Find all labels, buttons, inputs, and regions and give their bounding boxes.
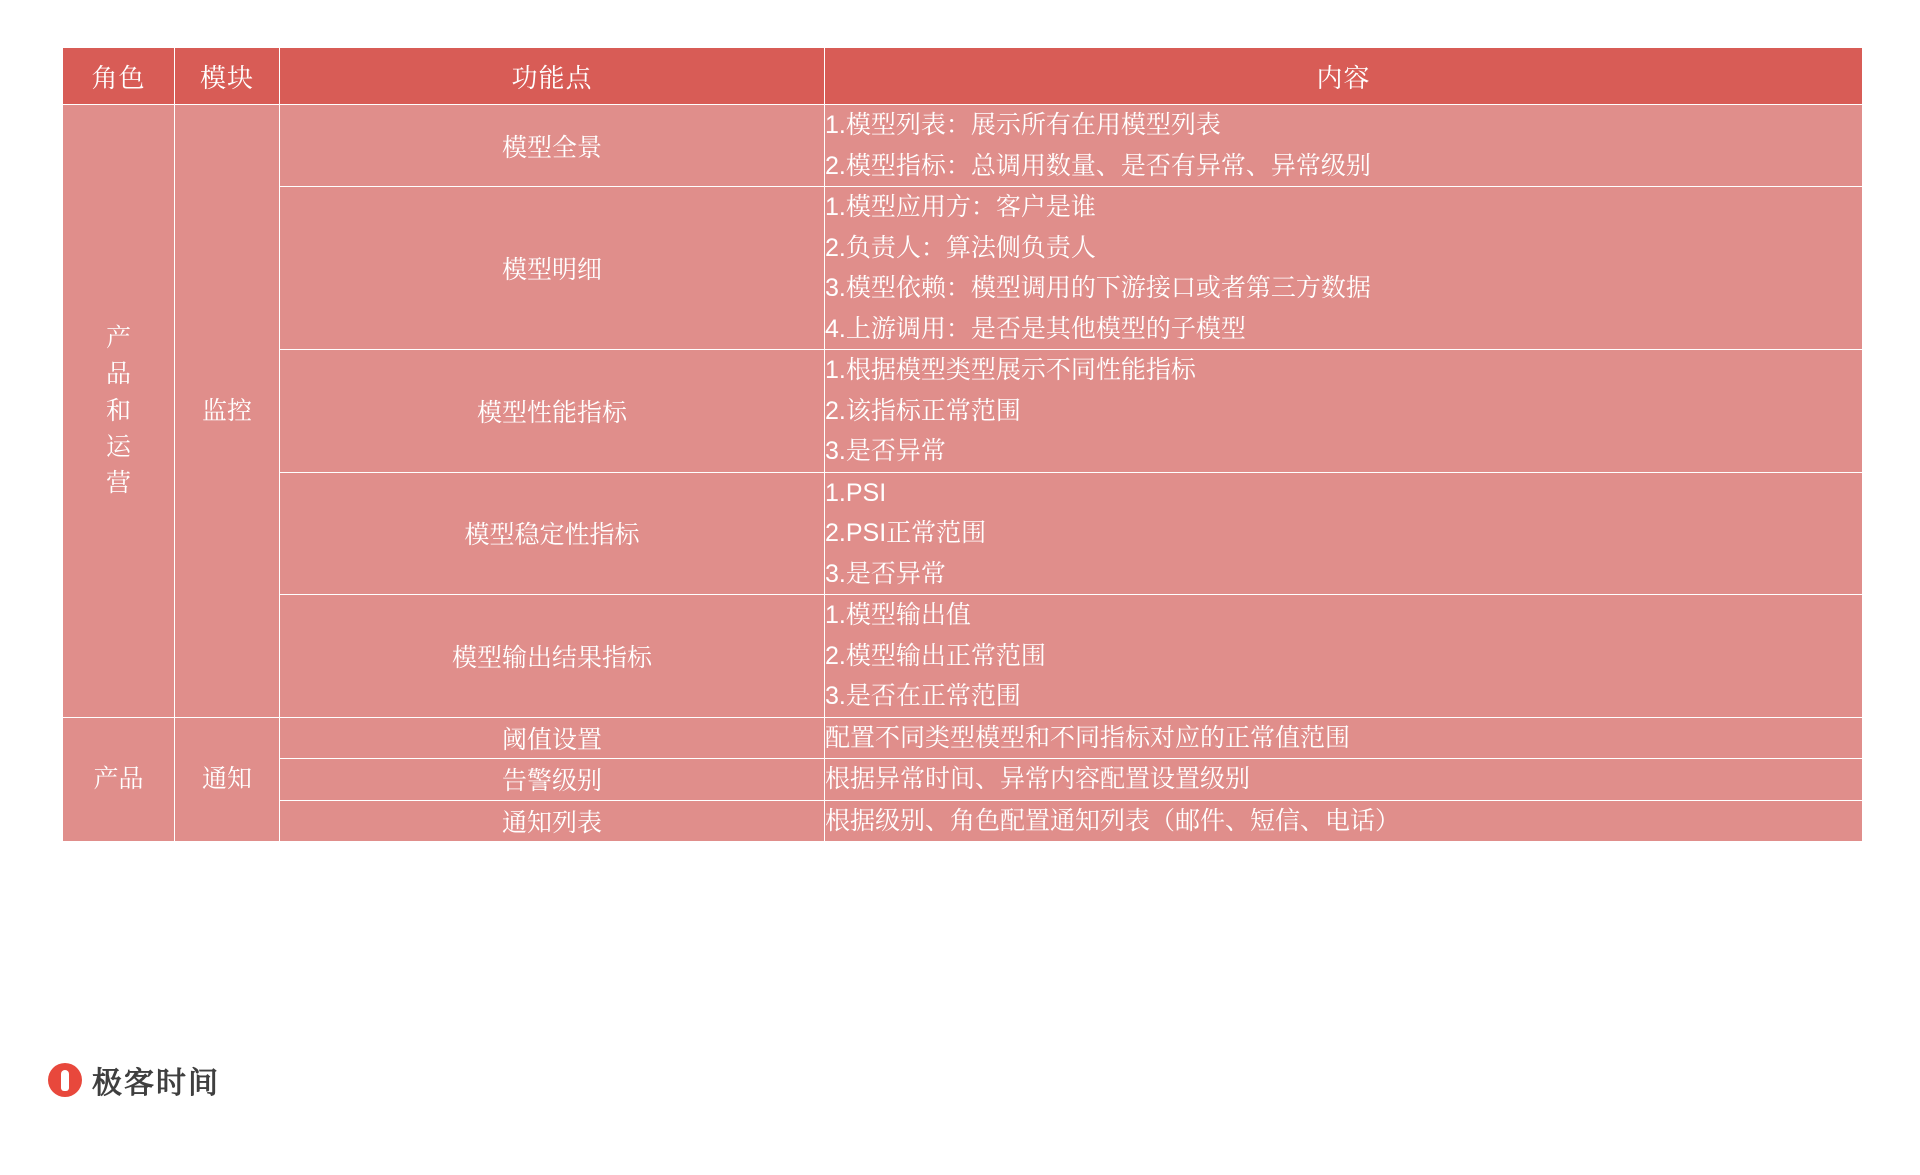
role-line: 产 [105, 324, 131, 353]
content-line: 2.模型输出正常范围 [825, 641, 1046, 670]
column-header-feature: 功能点 [280, 48, 825, 105]
feature-cell: 告警级别 [280, 759, 825, 801]
column-header-module: 模块 [175, 48, 280, 105]
content-line: 根据异常时间、异常内容配置设置级别 [825, 765, 1251, 793]
feature-cell: 模型稳定性指标 [280, 472, 825, 595]
table-row [63, 105, 1863, 187]
feature-cell: 模型性能指标 [280, 350, 825, 473]
table-row [63, 717, 1863, 759]
content-line: 3.是否异常 [825, 559, 946, 588]
module-cell-group-1: 监控 [175, 105, 280, 718]
feature-cell: 通知列表 [280, 800, 825, 842]
content-cell [825, 187, 1863, 350]
content-line: 1.模型应用方：客户是谁 [825, 193, 1096, 221]
brand-name: 极客时间 [92, 1067, 220, 1100]
content-cell [825, 595, 1863, 718]
column-header-role: 角色 [63, 48, 175, 105]
feature-cell: 模型输出结果指标 [280, 595, 825, 718]
feature-cell: 模型明细 [280, 187, 825, 350]
requirements-table [62, 47, 1863, 842]
content-cell [825, 105, 1863, 187]
column-header-content: 内容 [825, 48, 1863, 105]
content-cell [825, 717, 1863, 759]
content-cell [825, 350, 1863, 473]
content-line: 1.模型列表：展示所有在用模型列表 [825, 111, 1221, 139]
content-line: 2.该指标正常范围 [825, 396, 1021, 425]
content-line: 2.负责人：算法侧负责人 [825, 233, 1096, 262]
content-cell [825, 800, 1863, 842]
table-row [63, 187, 1863, 350]
content-line: 3.是否在正常范围 [825, 682, 1021, 710]
content-line: 3.模型依赖：模型调用的下游接口或者第三方数据 [825, 274, 1371, 302]
role-cell-group-1 [63, 105, 175, 718]
content-line: 根据级别、角色配置通知列表（邮件、短信、电话） [825, 806, 1401, 835]
module-cell-group-2: 通知 [175, 717, 280, 842]
table-body [63, 105, 1863, 842]
table-row [63, 595, 1863, 718]
content-line: 3.是否异常 [825, 437, 946, 465]
feature-cell: 模型全景 [280, 105, 825, 187]
content-cell [825, 759, 1863, 801]
content-line: 2.PSI正常范围 [825, 519, 987, 547]
content-line: 1.模型输出值 [825, 601, 971, 629]
role-line: 品 [105, 360, 131, 389]
content-line: 1.根据模型类型展示不同性能指标 [825, 356, 1196, 384]
role-line: 运 [105, 432, 131, 461]
role-line: 营 [105, 469, 131, 498]
content-cell [825, 472, 1863, 595]
table-row [63, 350, 1863, 473]
table-header [63, 48, 1863, 105]
feature-cell: 阈值设置 [280, 717, 825, 759]
geek-time-logo-icon [48, 1063, 82, 1097]
content-line: 2.模型指标：总调用数量、是否有异常、异常级别 [825, 151, 1371, 180]
table-row [63, 800, 1863, 842]
content-line: 1.PSI [825, 478, 887, 507]
content-line: 配置不同类型模型和不同指标对应的正常值范围 [825, 723, 1351, 752]
content-line: 4.上游调用：是否是其他模型的子模型 [825, 314, 1246, 343]
brand-watermark [48, 1058, 220, 1102]
role-cell-group-2: 产品 [63, 717, 175, 842]
requirements-table-wrapper [62, 47, 1862, 842]
role-line: 和 [105, 396, 131, 425]
table-header-row [63, 48, 1863, 105]
table-row [63, 472, 1863, 595]
table-row [63, 759, 1863, 801]
